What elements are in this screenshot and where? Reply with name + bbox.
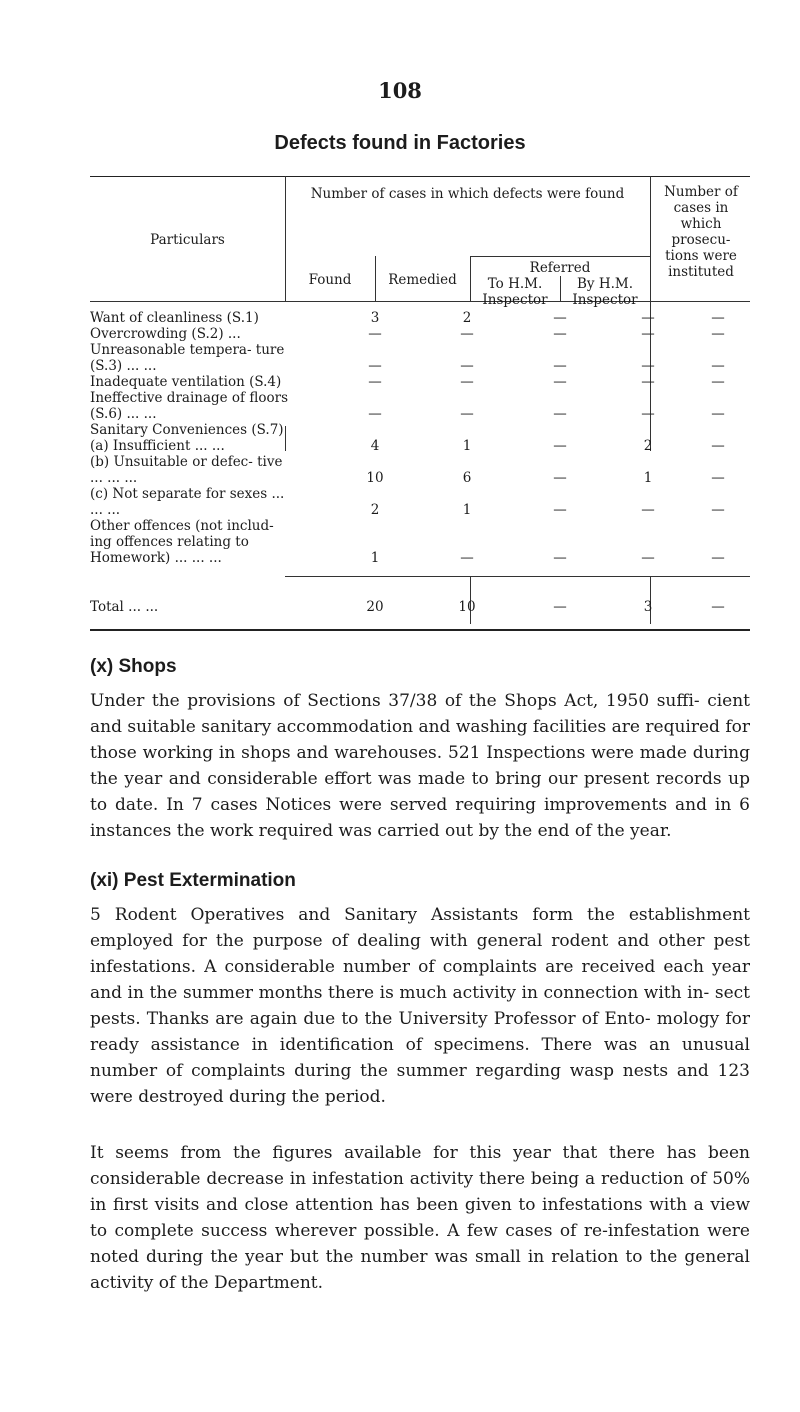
pest-paragraph-1: 5 Rodent Operatives and Sanitary Assistants form the establishment employed for the purpose of dealing with general rodent and other pest infestations. A considerable number of complaints are received each year and in the summer months there is much activity in connection with in- sect pests. Thanks are again due to the University Professor of Ento- mology for ready assistance in identification of specimens. There was an unusual number of complaints during the summer regarding wasp nests and 123 were destroyed during the period. (90, 905, 750, 1107)
header-prosecutions: Number of cases in which prosecu- tions were instituted (664, 184, 738, 280)
table-bottom-rule (90, 629, 750, 631)
cell-by-hm: 2 (643, 438, 653, 454)
row-label: Want of cleanliness (S.1) (90, 310, 259, 326)
total-to-hm: — (553, 599, 567, 615)
cell-remedied: — (460, 550, 474, 566)
total-label: Total ... ... (90, 599, 159, 615)
cell-remedied: — (460, 406, 474, 422)
cell-remedied: 1 (462, 438, 472, 454)
cell-by-hm: — (641, 502, 655, 518)
cell-found: — (368, 374, 382, 390)
cell-prosecutions: — (711, 406, 725, 422)
cell-to-hm: — (553, 438, 567, 454)
total-prosecutions: — (711, 599, 725, 615)
cell-to-hm: — (553, 310, 567, 326)
cell-to-hm: — (553, 374, 567, 390)
cell-by-hm: — (641, 358, 655, 374)
page-number: 108 (378, 78, 422, 103)
total-found: 20 (366, 599, 384, 615)
cell-to-hm: — (553, 406, 567, 422)
cell-by-hm: — (641, 406, 655, 422)
cell-prosecutions: — (711, 502, 725, 518)
cell-prosecutions: — (711, 550, 725, 566)
cell-found: 4 (370, 438, 380, 454)
cell-to-hm: — (553, 326, 567, 342)
header-to-hm: To H.M. Inspector (482, 276, 548, 308)
cell-found: 3 (370, 310, 380, 326)
header-by-hm: By H.M. Inspector (572, 276, 638, 308)
cell-by-hm: — (641, 326, 655, 342)
cell-to-hm: — (553, 550, 567, 566)
cell-found: — (368, 326, 382, 342)
header-remedied: Remedied (388, 272, 457, 288)
header-found: Found (308, 272, 352, 288)
pest-paragraph-2: It seems from the figures available for this year that there has been considerable decrease in infestation activity there being a reduction of 50% in first visits and close attention has been given to infestations with a view to complete success wherever possible. A few cases of re-infestation were noted during the year but the number was small in relation to the general activity of the Department. (90, 1143, 750, 1293)
cell-remedied: — (460, 326, 474, 342)
total-rule (285, 576, 750, 577)
cell-remedied: 6 (462, 470, 472, 486)
cell-to-hm: — (553, 502, 567, 518)
header-bottom-rule (90, 301, 750, 302)
shops-heading: (x) Shops (90, 656, 177, 677)
header-divider (470, 256, 650, 257)
cell-remedied: — (460, 358, 474, 374)
cell-prosecutions: — (711, 310, 725, 326)
row-label: Unreasonable tempera- ture (S.3) ... ... (90, 342, 285, 374)
cell-prosecutions: — (711, 374, 725, 390)
cell-by-hm: — (641, 550, 655, 566)
shops-paragraph: Under the provisions of Sections 37/38 of the Shops Act, 1950 suffi- cient and suitable sanitary accommodation and washing facilities are required for those working in shops and warehouses. 521 Inspections were made during the year and considerable effort was made to bring our present records up to date. In 7 cases Notices were served requiring improvements and in 6 instances the work required was carried out by the end of the year. (90, 691, 750, 841)
row-label: Ineffective drainage of floors (S.6) ... ... (90, 390, 288, 422)
header-group: Number of cases in which defects were found (310, 186, 625, 202)
header-particulars: Particulars (150, 232, 225, 248)
cell-remedied: — (460, 374, 474, 390)
cell-by-hm: — (641, 374, 655, 390)
row-label: Sanitary Conveniences (S.7) (90, 422, 284, 438)
cell-prosecutions: — (711, 326, 725, 342)
pest-heading: (xi) Pest Extermination (90, 870, 296, 891)
table-top-rule (90, 176, 750, 177)
cell-by-hm: 1 (643, 470, 653, 486)
page-title: Defects found in Factories (274, 132, 526, 154)
cell-by-hm: — (641, 310, 655, 326)
row-label: Overcrowding (S.2) ... (90, 326, 241, 342)
cell-found: 2 (370, 502, 380, 518)
row-label: (a) Insufficient ... ... (90, 438, 225, 454)
cell-prosecutions: — (711, 438, 725, 454)
cell-to-hm: — (553, 358, 567, 374)
cell-found: — (368, 406, 382, 422)
defects-table (90, 176, 750, 631)
cell-found: 1 (370, 550, 380, 566)
column-divider (560, 276, 561, 301)
cell-prosecutions: — (711, 470, 725, 486)
row-label: (b) Unsuitable or defec- tive ... ... ... (90, 454, 283, 486)
total-remedied: 10 (458, 599, 476, 615)
cell-remedied: 2 (462, 310, 472, 326)
cell-remedied: 1 (462, 502, 472, 518)
total-by-hm: 3 (643, 599, 653, 615)
cell-to-hm: — (553, 470, 567, 486)
row-label: Other offences (not includ- ing offences relating to Homework) ... ... ... (90, 518, 274, 566)
header-referred: Referred (529, 260, 591, 276)
cell-found: 10 (366, 470, 384, 486)
cell-found: — (368, 358, 382, 374)
row-label: (c) Not separate for sexes ... ... ... (90, 486, 285, 518)
row-label: Inadequate ventilation (S.4) (90, 374, 282, 390)
cell-prosecutions: — (711, 358, 725, 374)
